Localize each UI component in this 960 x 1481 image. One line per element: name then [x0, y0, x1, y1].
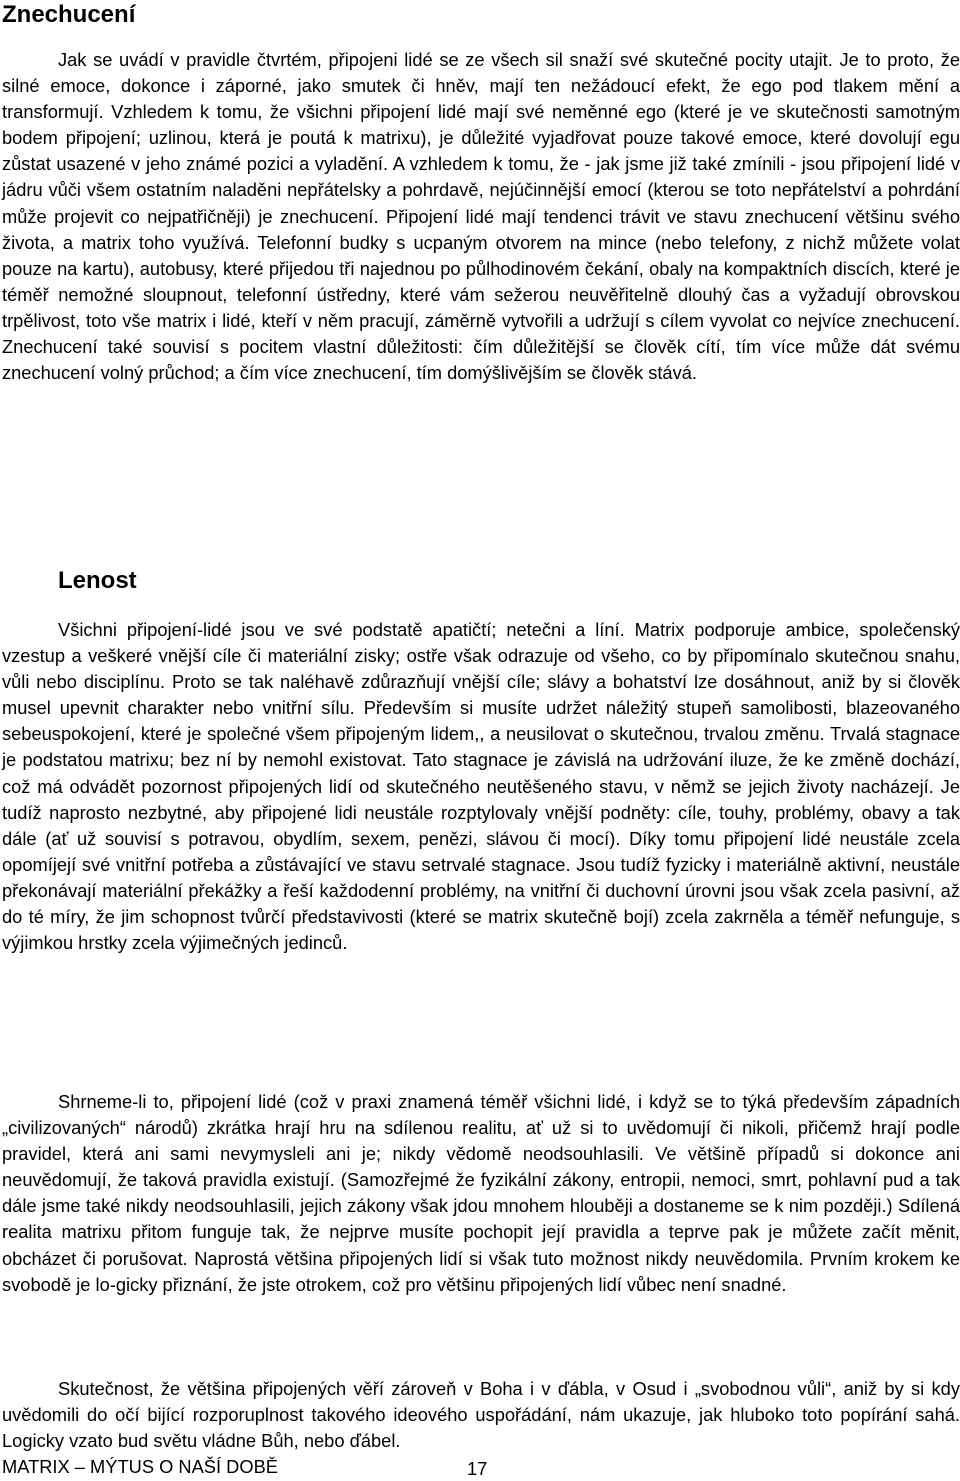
section-heading-znechuceni: Znechucení [2, 1, 136, 28]
section-heading-lenost: Lenost [58, 567, 137, 594]
paragraph-lenost-1: Všichni připojení-lidé jsou ve své podstatě apatičtí; netečni a líní. Matrix podporuje ambice, společenský vzestup a veškeré vnější cíle či materiální zisky; ostře však odrazuje od všeho, co by připomínalo skutečnou snahu, vůli nebo disciplínu. Proto se tak naléhavě zdůrazňují vnější cíle; slávy a bohatství lze dosáhnout, aniž by si člověk musel upevnit charakter nebo vnitřní sílu. Především si musíte udržet náležitý stupeň samolibosti, blazeovaného sebeuspokojení, které je společné všem připojeným lidem,, a neusilovat o skutečnou, trvalou změnu. Trvalá stagnace je podstatou matrixu; bez ní by nemohl existovat. Tato stagnace je závislá na udržování iluze, že ke změně dochází, což má odvádět pozornost připojených lidí od skutečného neutěšeného stavu, v němž se jejich životy nacházejí. Je tudíž naprosto nezbytné, aby připojené lidi neustále rozptylovaly vnější podněty: cíle, touhy, problémy, obavy a tak dále (ať už souvisí s potravou, obydlím, sexem, penězi, slávou či mocí). Díky tomu připojení lidé neustále zcela opomíjejí své vnitřní potřeba a zůstávající ve stavu setrvalé stagnace. Jsou tudíž fyzicky i materiálně aktivní, neustále překonávají materiální překážky a řeší každodenní problémy, na vnitřní či duchovní úrovni jsou však zcela pasivní, až do té míry, že jim schopnost tvůrčí představivosti (které se matrix skutečně bojí) zcela zakrněla a téměř nefunguje, s výjimkou hrstky zcela výjimečných jedinců. [2, 619, 960, 954]
paragraph-znechuceni: Jak se uvádí v pravidle čtvrtém, připojeni lidé se ze všech sil snaží své skutečné pocity utajit. Je to proto, že silné emoce, dokonce i záporné, jako smutek či hněv, mají ten nežádoucí efekt, že ego pod tlakem mění a transformují. Vzhledem k tomu, že všichni připojení lidé mají své neměnné ego (které je ve skutečnosti samotným bodem připojení; uzlinou, která je poutá k matrixu), je důležité vyjadřovat pouze takové emoce, které dovolují egu zůstat usazené v jeho známé pozici a vyladění. A vzhledem k tomu, že - jak jsme již také zmínili - jsou připojení lidé v jádru vůči všem ostatním naladěni nepřátelsky a pohrdavě, nejúčinnější emocí (kterou se toto nepřátelství a pohrdání může projevit co nejpatřičněji) je znechucení. Připojení lidé mají tendenci trávit ve stavu znechucení většinu svého života, a matrix toho využívá. Telefonní budky s ucpaným otvorem na mince (nebo telefony, z nichž můžete volat pouze na kartu), autobusy, které přijedou tři najednou po půlhodinovém čekání, obaly na kompaktních discích, které je téměř nemožné sloupnout, telefonní ústředny, které vám sežerou neuvěřitelně dlouhý čas a vyžadují obrovskou trpělivost, toto vše matrix i lidé, kteří v něm pracují, záměrně vytvořili a udržují s cílem vyvolat co nejvíce znechucení. Znechucení také souvisí s pocitem vlastní důležitosti: čím důležitější se člověk cítí, tím více může dát svému znechucení volný průchod; a čím více znechucení, tím domýšlivějším se člověk stává. [2, 49, 960, 384]
paragraph-lenost-3: Skutečnost, že většina připojených věří zároveň v Boha i v ďábla, v Osud i „svobodnou vůli“, aniž by si kdy uvědomili do očí bijící rozporuplnost takového ideového uspořádání, nám ukazuje, jak hluboko toto popírání sahá. Logicky vzato bud světu vládne Bůh, nebo ďábel. [2, 1378, 960, 1452]
footer-book-title: MATRIX – MÝTUS O NAŠÍ DOBĚ [2, 1456, 278, 1477]
paragraph-lenost-2: Shrneme-li to, připojení lidé (což v praxi znamená téměř všichni lidé, i když se to týká především západních „civilizovaných“ národů) zkrátka hrají hru na sdílenou realitu, ať už si to uvědomují či nikoli, přičemž hrají podle pravidel, která ani sami nevymysleli ani je; nikdy vědomě neodsouhlasili. Ve většině případů si dokonce ani neuvědomují, že taková pravidla existují. (Samozřejmé že fyzikální zákony, entropii, nemoci, smrt, pohlavní pud a tak dále jsme také nikdy neodsouhlasili, jejich zákony však jdou mnohem hlouběji a dostaneme se k nim později.) Sdílená realita matrixu přitom funguje tak, že nejprve musíte pochopit její pravidla a teprve pak je můžete začít měnit, obcházet či porušovat. Naprostá většina připojených lidí si však tuto možnost nikdy neuvědomila. Prvním krokem ke svobodě je lo-gicky přiznání, že jste otrokem, což pro většinu připojených lidí vůbec není snadné. [2, 1091, 960, 1295]
footer-page-number: 17 [467, 1458, 488, 1479]
